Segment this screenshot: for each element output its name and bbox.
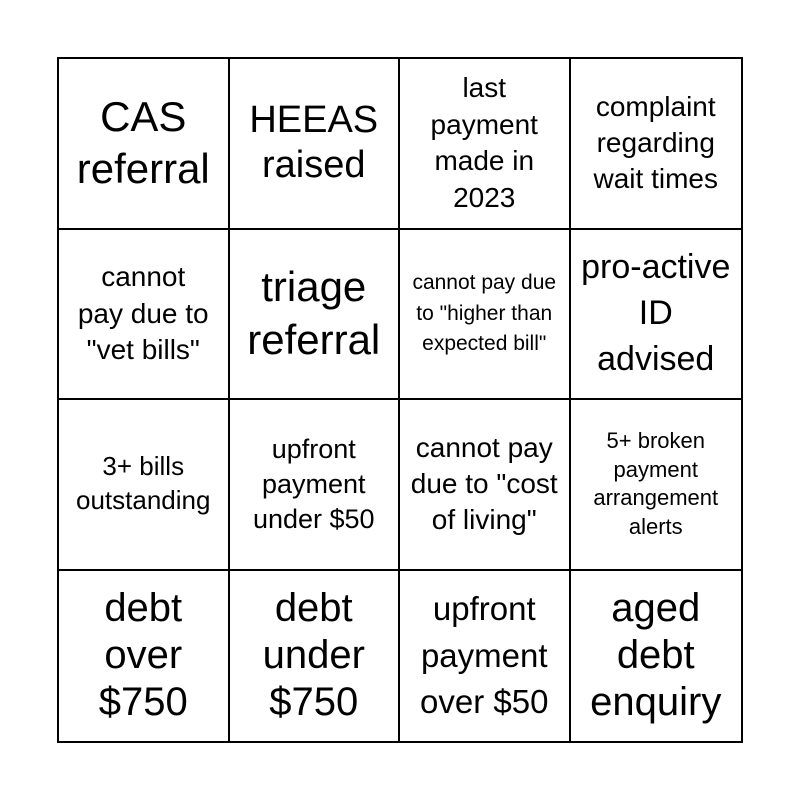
bingo-cell-label: pro-active ID advised [581, 247, 731, 378]
bingo-cell-label: upfront payment over $50 [420, 590, 549, 720]
bingo-cell-higher-than-expected-bill[interactable] [400, 230, 571, 401]
bingo-cell-triage-referral[interactable] [230, 230, 401, 401]
bingo-cell-broken-payment-alerts[interactable] [571, 400, 742, 571]
bingo-cell-3-bills-outstanding[interactable] [59, 400, 230, 571]
bingo-cell-label: cannot pay due to "cost of living" [410, 431, 558, 536]
bingo-cell-aged-debt-enquiry[interactable] [571, 571, 742, 742]
bingo-cell-upfront-over-50[interactable] [400, 571, 571, 742]
bingo-cell-vet-bills[interactable] [59, 230, 230, 401]
bingo-board [57, 57, 743, 743]
bingo-cell-label: last payment made in 2023 [430, 72, 538, 213]
bingo-cell-debt-over-750[interactable] [59, 571, 230, 742]
bingo-cell-heeas-raised[interactable] [230, 59, 401, 230]
bingo-cell-label: cannot pay due to "vet bills" [77, 261, 209, 365]
bingo-cell-upfront-under-50[interactable] [230, 400, 401, 571]
bingo-cell-label: triage referral [247, 263, 381, 363]
bingo-cell-label: cannot pay due to "higher than expected bill" [412, 271, 557, 355]
bingo-cell-label: CAS referral [76, 92, 210, 193]
bingo-cell-proactive-id-advised[interactable] [571, 230, 742, 401]
bingo-cell-label: 5+ broken payment arrangement alerts [593, 428, 719, 539]
bingo-cell-label: 3+ bills outstanding [76, 451, 211, 516]
bingo-cell-cost-of-living[interactable] [400, 400, 571, 571]
bingo-cell-last-payment-2023[interactable] [400, 59, 571, 230]
bingo-cell-label: complaint regarding wait times [593, 90, 718, 195]
bingo-cell-label: HEEAS raised [249, 99, 379, 187]
bingo-cell-debt-under-750[interactable] [230, 571, 401, 742]
bingo-cell-label: debt over $750 [98, 585, 188, 725]
bingo-cell-complaint-wait-times[interactable] [571, 59, 742, 230]
bingo-cell-label: upfront payment under $50 [252, 433, 375, 534]
bingo-cell-label: debt under $750 [262, 585, 365, 725]
bingo-cell-label: aged debt enquiry [590, 585, 722, 725]
bingo-cell-cas-referral[interactable] [59, 59, 230, 230]
